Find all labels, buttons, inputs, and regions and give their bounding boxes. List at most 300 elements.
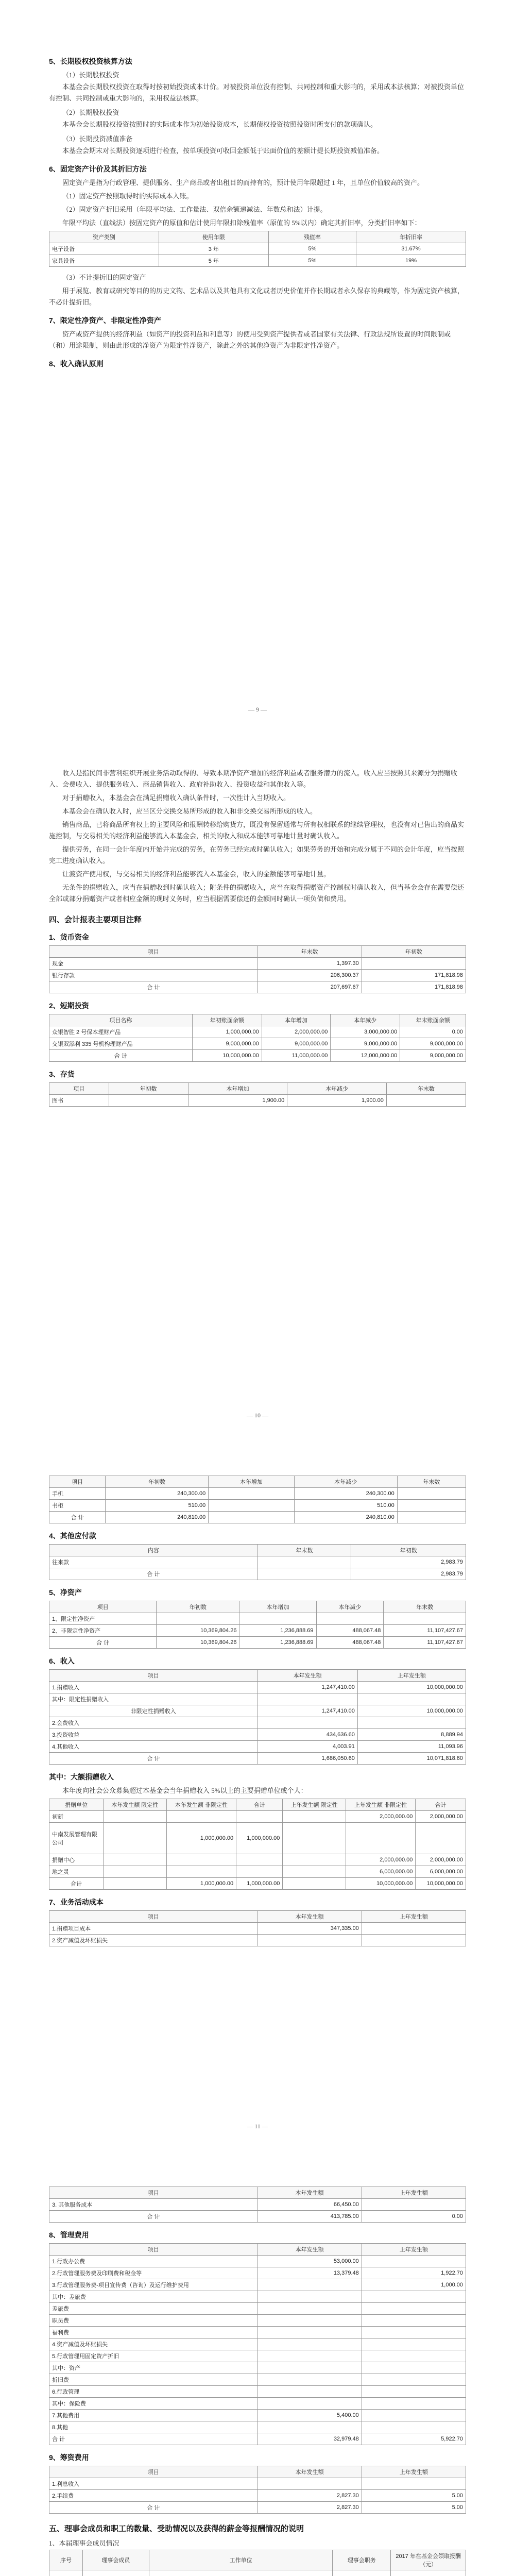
- table-cell: [258, 2398, 362, 2410]
- cash-table: [49, 945, 466, 993]
- paragraph: 本年度向社会公众募集超过本基金会当年捐赠收入 5%以上的主要捐赠单位或个人：: [62, 1787, 307, 1794]
- table-cell: 8,889.94: [357, 1729, 466, 1741]
- table-cell: [333, 2570, 391, 2576]
- table-cell: [209, 1500, 295, 1512]
- section-heading: 2、短期投资: [49, 1002, 89, 1010]
- table-cell: 3 年: [159, 243, 268, 255]
- business-cost-table: [49, 1910, 466, 1946]
- table-cell: 9,000,000.00: [192, 1038, 262, 1050]
- table-cell: 合 计: [49, 1050, 193, 1062]
- table-cell: 其中：资产: [49, 2362, 258, 2374]
- table-row: [49, 1741, 466, 1753]
- table-cell: 合 计: [49, 1512, 106, 1523]
- table-cell: [236, 1866, 283, 1878]
- table-header: 年初数: [157, 1601, 239, 1613]
- table-cell: 9,000,000.00: [400, 1050, 466, 1062]
- table-cell: [362, 1923, 466, 1935]
- table-cell: [258, 2386, 362, 2398]
- table-cell: 3.投资收益: [49, 1729, 258, 1741]
- table-cell: [362, 2398, 466, 2410]
- table-cell: [362, 1935, 466, 1946]
- table-header: 本年减少: [294, 1476, 397, 1488]
- major-donation-table: [49, 1799, 466, 1890]
- table-row: [49, 1811, 466, 1823]
- table-header: 本年减少: [331, 1014, 400, 1026]
- table-cell: 488,067.48: [316, 1625, 384, 1637]
- paragraph: 对于捐赠收入，本基金会在满足捐赠收入确认条件时，一次性计入当期收入。: [62, 794, 290, 802]
- paragraph: 本基金会在确认收入时，应当区分交换交易所形成的收入和非交换交易所形成的收入。: [62, 807, 317, 815]
- section-heading: 9、筹资费用: [49, 2453, 89, 2462]
- table-cell: [357, 1717, 466, 1729]
- table-cell: [236, 1811, 283, 1823]
- section-heading: 6、收入: [49, 1657, 75, 1665]
- page-number: — 11 —: [247, 2123, 268, 2130]
- table-row: [49, 2256, 466, 2267]
- table-row: [49, 2398, 466, 2410]
- table-cell: [397, 1500, 466, 1512]
- table-cell: 5.00: [362, 2490, 466, 2502]
- table-cell: 240,810.00: [294, 1512, 397, 1523]
- table-cell: 2、非限定性净资产: [49, 1625, 157, 1637]
- table-cell: [397, 1488, 466, 1500]
- table-cell: 434,636.60: [258, 1729, 357, 1741]
- table-cell: 10,000,000.00: [192, 1050, 262, 1062]
- business-cost-cont-table: [49, 2187, 466, 2223]
- section-heading: 8、管理费用: [49, 2231, 89, 2239]
- table-header: 年末数: [258, 1545, 351, 1556]
- table-cell: [362, 2199, 466, 2211]
- table-header: 本年发生额 非限定性: [166, 1799, 236, 1811]
- table-row: [49, 1878, 466, 1890]
- table-cell: 8.其他: [49, 2421, 258, 2433]
- table-header: 年初数: [362, 946, 466, 958]
- paragraph: 收入是指民间非营利组织开展业务活动取得的、导致本期净资产增加的经济利益或者服务潜力的流入。收入应当按照其来源分为捐赠收入、会费收入、提供服务收入、商品销售收入、政府补助收入、投资收益和其他收入等。: [49, 769, 458, 788]
- table-cell: 职员费: [49, 2315, 258, 2327]
- table-row: [49, 2350, 466, 2362]
- paragraph: 提供劳务，在同一会计年度内开始并完成的劳务，在劳务已经完成时确认收入；如果劳务的开始和完成分属于不同的会计年度，应当按照完工进度确认收入。: [49, 845, 465, 865]
- table-header: 合计: [236, 1799, 283, 1811]
- table-row: [49, 2303, 466, 2315]
- table-row: [49, 1693, 466, 1705]
- board-members-table: [49, 2550, 466, 2576]
- table-header: 上年发生额: [362, 2244, 466, 2256]
- table-cell: 5%: [268, 243, 356, 255]
- table-cell: 31.67%: [356, 243, 466, 255]
- table-header: 序号: [49, 2550, 83, 2570]
- table-cell: 5,922.70: [362, 2433, 466, 2445]
- table-row: [49, 1095, 466, 1107]
- table-header: 理事会成员: [82, 2550, 149, 2570]
- table-cell: 图书: [49, 1095, 109, 1107]
- table-row: [49, 2433, 466, 2445]
- table-cell: [283, 1823, 346, 1854]
- section-heading: 7、限定性净资产、非限定性净资产: [49, 316, 161, 325]
- table-row: [49, 2338, 466, 2350]
- table-cell: 2,000,000.00: [346, 1854, 416, 1866]
- table-cell: 1,686,050.60: [258, 1753, 357, 1765]
- table-cell: 240,300.00: [294, 1488, 397, 1500]
- table-cell: 福利费: [49, 2327, 258, 2338]
- table-cell: 合 计: [49, 1753, 258, 1765]
- paragraph: 本基金会长期股权投资在取得时按初始投资成本计价。对被投资单位没有控制、共同控制和重大影响的，采用成本法核算；对被投资单位有控制、共同控制或重大影响的，采用权益法核算。: [49, 83, 465, 102]
- table-cell: 往来款: [49, 1556, 258, 1568]
- page-number: — 9 —: [248, 706, 267, 713]
- table-cell: 1、限定性净资产: [49, 1613, 157, 1625]
- paragraph: （1）固定资产按照取得时的实际成本入账。: [62, 192, 193, 200]
- table-header: 本年发生额: [258, 2244, 362, 2256]
- table-row: [49, 2502, 466, 2514]
- table-cell: 非限定性捐赠收入: [49, 1705, 258, 1717]
- other-payable-table: [49, 1544, 466, 1580]
- table-cell: 3. 其他服务成本: [49, 2199, 258, 2211]
- table-cell: [362, 2350, 466, 2362]
- table-header: 项目: [49, 2244, 258, 2256]
- financing-expense-table: [49, 2466, 466, 2514]
- paragraph: 资产或资产提供的经济利益（如资产的投资利益和利息等）的使用受到资产提供者或者国家有关法律、行政法规所设置的时间限制或（和）用途限制，则由此形成的净资产为限定性净资产，除此之外的其他净资产为非限定性净资产。: [49, 330, 451, 349]
- table-header: 年折旧率: [356, 231, 466, 243]
- table-cell: 10,071,818.60: [357, 1753, 466, 1765]
- table-cell: 6.行政管理: [49, 2386, 258, 2398]
- table-cell: [258, 2478, 362, 2490]
- table-cell: 1.行政办公费: [49, 2256, 258, 2267]
- table-cell: 5%: [268, 255, 356, 267]
- table-header: 项目: [49, 946, 258, 958]
- table-cell: 4,003.91: [258, 1741, 357, 1753]
- table-cell: [258, 1556, 351, 1568]
- table-row: [49, 2490, 466, 2502]
- part-heading: 五、理事会成员和职工的数量、受助情况以及获得的薪金等报酬情况的说明: [49, 2524, 304, 2533]
- table-cell: 13,379.48: [258, 2267, 362, 2279]
- table-cell: 1,397.30: [258, 958, 362, 970]
- table-cell: [362, 2256, 466, 2267]
- table-cell: [104, 1823, 166, 1854]
- table-cell: 9,000,000.00: [400, 1038, 466, 1050]
- table-cell: 11,000,000.00: [262, 1050, 331, 1062]
- table-cell: [258, 1717, 357, 1729]
- table-cell: 其中：差旅费: [49, 2291, 258, 2303]
- table-row: [49, 2291, 466, 2303]
- table-cell: [209, 1488, 295, 1500]
- table-cell: 3,000,000.00: [331, 1026, 400, 1038]
- table-cell: 初新: [49, 1811, 104, 1823]
- table-row: [49, 2570, 466, 2576]
- table-cell: [166, 1854, 236, 1866]
- table-cell: 交银双添利 335 号机构理财产品: [49, 1038, 193, 1050]
- table-cell: [258, 2291, 362, 2303]
- table-cell: [236, 1854, 283, 1866]
- section-heading: 8、收入确认原则: [49, 360, 104, 368]
- table-cell: 2,000,000.00: [262, 1026, 331, 1038]
- table-cell: 0.00: [362, 2211, 466, 2223]
- table-cell: 家具设备: [49, 255, 159, 267]
- table-cell: [386, 1095, 466, 1107]
- table-cell: 11,107,427.67: [384, 1625, 466, 1637]
- table-header: 本年减少: [316, 1601, 384, 1613]
- table-cell: 1,000,000.00: [236, 1878, 283, 1890]
- table-row: [49, 2478, 466, 2490]
- table-header: 年末数: [384, 1601, 466, 1613]
- table-cell: 4.其他收入: [49, 1741, 258, 1753]
- table-cell: [104, 1878, 166, 1890]
- table-header: 内容: [49, 1545, 258, 1556]
- sub-heading: （3）长期投资减值准备: [62, 135, 133, 143]
- table-cell: [283, 1811, 346, 1823]
- table-cell: [157, 1613, 239, 1625]
- table-cell: 1,000,000.00: [192, 1026, 262, 1038]
- paragraph: （2）固定资产折旧采用（年限平均法、工作量法、双倍余额递减法、年数总和法）计提。: [62, 206, 327, 213]
- table-row: [49, 1026, 466, 1038]
- table-cell: 合计: [49, 1878, 104, 1890]
- table-cell: 5.00: [362, 2502, 466, 2514]
- table-cell: [362, 2421, 466, 2433]
- table-row: [49, 1866, 466, 1878]
- table-cell: 12,000,000.00: [331, 1050, 400, 1062]
- table-cell: 11,107,427.67: [384, 1637, 466, 1649]
- table-cell: [384, 1613, 466, 1625]
- table-header: 年初数: [109, 1083, 188, 1095]
- table-cell: 现金: [49, 958, 258, 970]
- page-number: — 10 —: [247, 1412, 268, 1419]
- sub-heading: 1、本届理事会成员情况: [49, 2539, 119, 2547]
- paragraph: （3）不计提折旧的固定资产: [62, 274, 146, 281]
- table-cell: 1,000.00: [362, 2279, 466, 2291]
- fixed-asset-table: [49, 1476, 466, 1523]
- table-row: [49, 2279, 466, 2291]
- table-cell: [362, 2303, 466, 2315]
- table-cell: 中南发展管理有限公司: [49, 1823, 104, 1854]
- table-cell: [258, 2279, 362, 2291]
- table-cell: 书柜: [49, 1500, 106, 1512]
- table-cell: 3.行政管理服务费-项目宣传费（咨询）及运行维护费用: [49, 2279, 258, 2291]
- section-heading: 7、业务活动成本: [49, 1898, 104, 1906]
- table-cell: 合 计: [49, 981, 258, 993]
- table-cell: 171,818.98: [362, 981, 466, 993]
- table-cell: 合 计: [49, 2502, 258, 2514]
- table-cell: 10,000,000.00: [357, 1705, 466, 1717]
- income-table: [49, 1669, 466, 1765]
- table-cell: 众银智胜 2 号保本理财产品: [49, 1026, 193, 1038]
- table-cell: 其中：限定性捐赠收入: [49, 1693, 258, 1705]
- table-header: 本年发生额: [258, 1670, 357, 1682]
- inventory-table: [49, 1082, 466, 1107]
- table-row: [49, 1038, 466, 1050]
- table-cell: 合 计: [49, 2433, 258, 2445]
- table-cell: 4.资产减值及坏账损失: [49, 2338, 258, 2350]
- table-cell: 电子设备: [49, 243, 159, 255]
- table-cell: 1,922.70: [362, 2267, 466, 2279]
- table-cell: [316, 1613, 384, 1625]
- table-row: [49, 2362, 466, 2374]
- depreciation-table: [49, 231, 466, 267]
- table-cell: [104, 1866, 166, 1878]
- table-header: 工作单位: [149, 2550, 333, 2570]
- table-cell: 5 年: [159, 255, 268, 267]
- table-cell: [258, 2350, 362, 2362]
- section-heading: 5、长期股权投资核算方法: [49, 57, 132, 65]
- section-heading: 1、货币资金: [49, 933, 89, 941]
- table-cell: 6,000,000.00: [416, 1866, 466, 1878]
- table-cell: 差旅费: [49, 2303, 258, 2315]
- table-header: 上年发生额: [362, 2466, 466, 2478]
- table-header: 上年发生额 非限定性: [346, 1799, 416, 1811]
- section-heading: 其中：大额捐赠收入: [49, 1773, 114, 1781]
- table-cell: 10,000,000.00: [357, 1682, 466, 1693]
- table-cell: 510.00: [106, 1500, 209, 1512]
- table-header: 项目: [49, 1670, 258, 1682]
- table-cell: [362, 2291, 466, 2303]
- table-cell: [239, 1613, 316, 1625]
- table-cell: [362, 2362, 466, 2374]
- table-row: [49, 1050, 466, 1062]
- table-cell: 2.手续费: [49, 2490, 258, 2502]
- table-cell: 488,067.48: [316, 1637, 384, 1649]
- table-header: 本年发生额: [258, 2187, 362, 2199]
- table-cell: 10,369,804.26: [157, 1637, 239, 1649]
- paragraph: 固定资产是指为行政管理、提供服务、生产商品或者出租目的而持有的，预计使用年限超过 1 年，且单位价值较高的资产。: [62, 179, 424, 187]
- table-header: 捐赠单位: [49, 1799, 104, 1811]
- table-cell: 2,000,000.00: [416, 1854, 466, 1866]
- table-row: [49, 981, 466, 993]
- table-header: 项目: [49, 1911, 258, 1923]
- table-cell: 1.利息收入: [49, 2478, 258, 2490]
- table-row: [49, 2410, 466, 2421]
- table-header: 项目名称: [49, 1014, 193, 1026]
- table-cell: 32,979.48: [258, 2433, 362, 2445]
- table-cell: 捐赠中心: [49, 1854, 104, 1866]
- table-cell: [258, 2362, 362, 2374]
- table-row: [49, 1854, 466, 1866]
- paragraph: 无条件的捐赠收入，应当在捐赠收到时确认收入；附条件的捐赠收入，应当在取得捐赠资产控制权时确认收入，但当基金会存在需要偿还全部或部分捐赠资产或者相应金额的现时义务时，应当根据需要偿还的金额同时确认一项负债和费用。: [49, 884, 465, 903]
- table-cell: 1,236,888.69: [239, 1637, 316, 1649]
- table-cell: 合 计: [49, 1568, 258, 1580]
- table-cell: [357, 1693, 466, 1705]
- table-cell: [258, 2374, 362, 2386]
- part-heading: 四、会计报表主要项目注释: [49, 916, 142, 924]
- investment-table: [49, 1014, 466, 1062]
- table-cell: 2,000,000.00: [416, 1811, 466, 1823]
- table-cell: 手机: [49, 1488, 106, 1500]
- section-heading: 5、净资产: [49, 1588, 82, 1597]
- table-cell: 19%: [356, 255, 466, 267]
- table-cell: 413,785.00: [258, 2211, 362, 2223]
- table-cell: [362, 2478, 466, 2490]
- table-header: 2017 年在基金会领取报酬（元）: [391, 2550, 466, 2570]
- table-cell: [258, 2338, 362, 2350]
- table-cell: 1,900.00: [287, 1095, 387, 1107]
- table-header: 本年增加: [209, 1476, 295, 1488]
- table-cell: 5.行政管理用固定资产折旧: [49, 2350, 258, 2362]
- table-header: 上年发生额: [357, 1670, 466, 1682]
- table-header: 年末数: [258, 946, 362, 958]
- net-assets-table: [49, 1601, 466, 1649]
- table-cell: [166, 1811, 236, 1823]
- table-cell: [82, 2570, 149, 2576]
- page-12: [49, 2184, 466, 2576]
- page-9: [49, 49, 466, 372]
- paragraph: 让渡资产使用权，与交易相关的经济利益能够流入本基金会，收入的金额能够可靠地计量。: [62, 870, 331, 878]
- table-header: 本年增加: [188, 1083, 287, 1095]
- table-header: 年初数: [351, 1545, 466, 1556]
- table-row: [49, 2211, 466, 2223]
- table-cell: [283, 1878, 346, 1890]
- table-header: 项目: [49, 1083, 109, 1095]
- table-header: 合计: [416, 1799, 466, 1811]
- table-cell: 9,000,000.00: [262, 1038, 331, 1050]
- sub-heading: （1）长期股权投资: [62, 71, 119, 79]
- table-row: [49, 970, 466, 981]
- table-cell: 1,247,410.00: [258, 1682, 357, 1693]
- table-cell: 5,400.00: [258, 2410, 362, 2421]
- table-cell: [258, 1935, 362, 1946]
- table-cell: [362, 2338, 466, 2350]
- table-cell: 10,000,000.00: [346, 1878, 416, 1890]
- table-cell: [209, 1512, 295, 1523]
- table-header: 项目: [49, 2466, 258, 2478]
- table-cell: 1,000,000.00: [166, 1878, 236, 1890]
- table-cell: [258, 2303, 362, 2315]
- table-row: [49, 2386, 466, 2398]
- table-header: 本年发生额: [258, 2466, 362, 2478]
- table-cell: 2,983.79: [351, 1568, 466, 1580]
- table-row: [49, 243, 466, 255]
- table-cell: 10,000,000.00: [416, 1878, 466, 1890]
- table-row: [49, 2421, 466, 2433]
- table-cell: [362, 2386, 466, 2398]
- table-cell: [104, 1854, 166, 1866]
- table-cell: 1,247,410.00: [258, 1705, 357, 1717]
- paragraph: 本基金会长期股权投资按照时的实际成本作为初始投资成本，长期债权投资按照投资时所支付的款项确认。: [62, 121, 377, 128]
- paragraph: 年限平均法（直线法）按固定资产的原值和估计使用年限扣除残值率（原值的 5%以内）确定其折旧率，分类折旧率如下：: [62, 219, 421, 227]
- table-row: [49, 1753, 466, 1765]
- table-cell: [258, 2421, 362, 2433]
- table-cell: 206,300.37: [258, 970, 362, 981]
- table-row: [49, 1512, 466, 1523]
- table-cell: [104, 1811, 166, 1823]
- table-cell: 53,000.00: [258, 2256, 362, 2267]
- section-heading: 3、存货: [49, 1070, 75, 1078]
- table-header: 上年发生额: [362, 2187, 466, 2199]
- table-cell: 1,000,000.00: [166, 1823, 236, 1854]
- table-row: [49, 1625, 466, 1637]
- table-cell: 1,900.00: [188, 1095, 287, 1107]
- table-row: [49, 2199, 466, 2211]
- table-cell: [166, 1866, 236, 1878]
- table-cell: 171,818.98: [362, 970, 466, 981]
- table-cell: 其中：保险费: [49, 2398, 258, 2410]
- table-row: [49, 1500, 466, 1512]
- page-10: [49, 768, 466, 1112]
- section-heading: 6、固定资产计价及其折旧方法: [49, 165, 147, 173]
- table-header: 年末数: [386, 1083, 466, 1095]
- table-row: [49, 1935, 466, 1946]
- table-header: 项目: [49, 2187, 258, 2199]
- table-cell: 66,450.00: [258, 2199, 362, 2211]
- table-cell: [109, 1095, 188, 1107]
- table-cell: 510.00: [294, 1500, 397, 1512]
- table-cell: [397, 1512, 466, 1523]
- table-cell: 合 计: [49, 1637, 157, 1649]
- table-row: [49, 1729, 466, 1741]
- table-cell: 0.00: [400, 1026, 466, 1038]
- table-cell: [49, 2570, 83, 2576]
- table-header: 本年减少: [287, 1083, 387, 1095]
- table-row: [49, 255, 466, 267]
- table-cell: 207,697.67: [258, 981, 362, 993]
- table-cell: 9,000,000.00: [331, 1038, 400, 1050]
- table-cell: 11,093.96: [357, 1741, 466, 1753]
- table-cell: 2.会费收入: [49, 1717, 258, 1729]
- table-cell: [362, 2327, 466, 2338]
